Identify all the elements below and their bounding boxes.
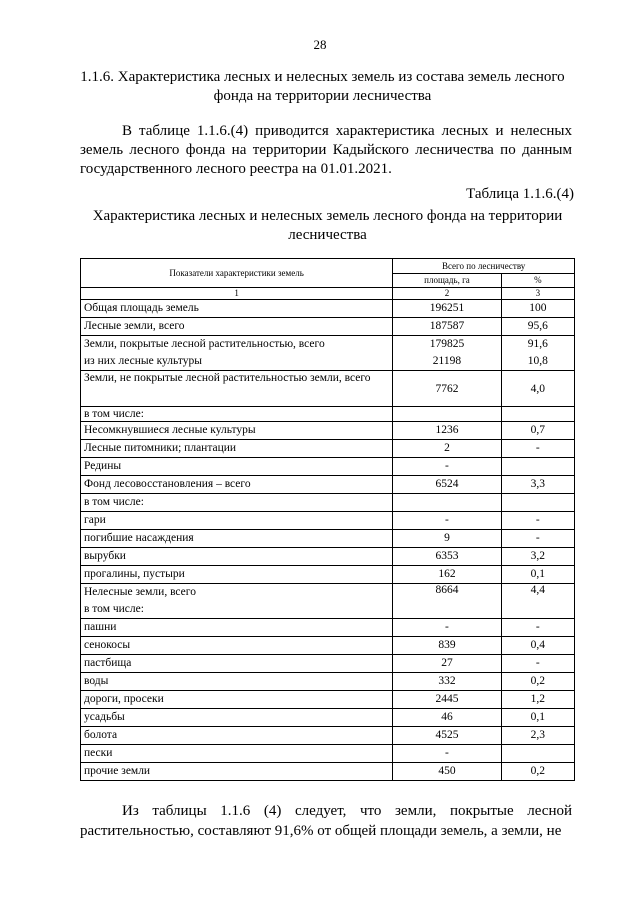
row-area: 6524 [393, 476, 501, 494]
row-area: 4525 [393, 727, 501, 745]
row-percent: 0,4 [501, 637, 574, 655]
intro-paragraph: В таблице 1.1.6.(4) приводится характеристика лесных и нелесных земель лесного фонда на территории Кадыйского лесничества по данным государственного лесного реестра на 01.01.2021. [80, 123, 572, 177]
row-area: 187587 [393, 318, 501, 336]
row-area: 450 [393, 763, 501, 781]
table-row [81, 494, 575, 512]
row-percent: - [501, 655, 574, 673]
table-row [81, 530, 575, 548]
row-label: пашни [81, 619, 393, 637]
row-label: пастбища [81, 655, 393, 673]
table-header-row [81, 259, 575, 274]
row-percent [501, 336, 574, 371]
row-area-line: 179825 [429, 338, 465, 350]
row-area: 7762 [393, 371, 501, 407]
row-area: - [393, 619, 501, 637]
table-row [81, 727, 575, 745]
row-label: Лесные питомники; плантации [81, 440, 393, 458]
row-area: - [393, 458, 501, 476]
table-row [81, 407, 575, 422]
row-label-line: Нелесные земли, всего [84, 586, 196, 598]
row-area: 839 [393, 637, 501, 655]
table-row [81, 745, 575, 763]
row-label [81, 584, 393, 619]
row-label: Фонд лесовосстановления – всего [81, 476, 393, 494]
header-percent: % [501, 273, 574, 288]
row-percent: 3,3 [501, 476, 574, 494]
row-percent: 2,3 [501, 727, 574, 745]
header-indicator: Показатели характеристики земель [81, 259, 393, 288]
row-percent-line: 10,8 [527, 355, 548, 367]
row-label: Общая площадь земель [81, 300, 393, 318]
row-percent: 0,1 [501, 709, 574, 727]
table-caption: Характеристика лесных и нелесных земель лесного фонда на территории лесничества [92, 208, 563, 243]
table-row [81, 548, 575, 566]
row-label: в том числе: [81, 494, 393, 512]
column-number: 1 [81, 288, 393, 300]
page-number: 28 [313, 37, 327, 52]
row-label: прочие земли [81, 763, 393, 781]
row-percent [501, 407, 574, 422]
row-percent: 4,4 [501, 584, 574, 619]
row-area: 8664 [393, 584, 501, 619]
row-percent-line: 91,6 [527, 338, 548, 350]
row-area: 1236 [393, 422, 501, 440]
row-label: Земли, не покрытые лесной растительностью земли, всего [81, 371, 393, 407]
table-row [81, 440, 575, 458]
conclusion-paragraph: Из таблицы 1.1.6 (4) следует, что земли, покрытые лесной растительностью, составляют 91,6% от общей площади земель, а земли, не [80, 803, 572, 839]
row-label: гари [81, 512, 393, 530]
row-label [81, 336, 393, 371]
table-row [81, 619, 575, 637]
row-area-line: 21198 [432, 355, 462, 367]
table-label: Таблица 1.1.6.(4) [466, 186, 574, 202]
row-percent [501, 458, 574, 476]
row-percent: 3,2 [501, 548, 574, 566]
column-number: 3 [501, 288, 574, 300]
row-percent: - [501, 440, 574, 458]
row-label: дороги, просеки [81, 691, 393, 709]
row-percent: - [501, 512, 574, 530]
row-area: 162 [393, 566, 501, 584]
row-label: прогалины, пустыри [81, 566, 393, 584]
row-label-line: Земли, покрытые лесной растительностью, всего [84, 338, 325, 350]
row-percent: 0,2 [501, 763, 574, 781]
header-total: Всего по лесничеству [393, 259, 575, 274]
row-percent [501, 745, 574, 763]
land-characteristics-table [80, 258, 575, 781]
table-row [81, 458, 575, 476]
table-row [81, 512, 575, 530]
column-number: 2 [393, 288, 501, 300]
row-label: болота [81, 727, 393, 745]
table-row [81, 336, 575, 371]
row-label: воды [81, 673, 393, 691]
table-row [81, 655, 575, 673]
row-label: Несомкнувшиеся лесные культуры [81, 422, 393, 440]
table-row [81, 637, 575, 655]
row-label: пески [81, 745, 393, 763]
row-area: 196251 [393, 300, 501, 318]
row-percent: 0,1 [501, 566, 574, 584]
table-row [81, 476, 575, 494]
row-area: 2 [393, 440, 501, 458]
row-area [393, 494, 501, 512]
column-number-row [81, 288, 575, 300]
row-label: Редины [81, 458, 393, 476]
row-percent: 4,0 [501, 371, 574, 407]
row-label-line: из них лесные культуры [84, 355, 202, 367]
table-row [81, 673, 575, 691]
table-row [81, 709, 575, 727]
row-area: 46 [393, 709, 501, 727]
row-area: - [393, 512, 501, 530]
table-row [81, 318, 575, 336]
row-area: 6353 [393, 548, 501, 566]
row-label: сенокосы [81, 637, 393, 655]
row-label: погибшие насаждения [81, 530, 393, 548]
row-area: 27 [393, 655, 501, 673]
table-row [81, 691, 575, 709]
row-percent: 95,6 [501, 318, 574, 336]
row-area: 9 [393, 530, 501, 548]
row-label: в том числе: [81, 407, 393, 422]
row-label: Лесные земли, всего [81, 318, 393, 336]
row-area: 332 [393, 673, 501, 691]
row-label-line: в том числе: [84, 603, 144, 615]
table-row [81, 584, 575, 619]
row-percent: - [501, 619, 574, 637]
row-percent: 100 [501, 300, 574, 318]
table-row [81, 371, 575, 407]
row-percent: 1,2 [501, 691, 574, 709]
section-title: 1.1.6. Характеристика лесных и нелесных земель из состава земель лесного фонда на территории лесничества [80, 69, 565, 104]
row-area: - [393, 745, 501, 763]
row-area [393, 336, 501, 371]
header-area: площадь, га [393, 273, 501, 288]
row-area: 2445 [393, 691, 501, 709]
row-percent: - [501, 530, 574, 548]
table-row [81, 566, 575, 584]
table-row [81, 300, 575, 318]
row-label: вырубки [81, 548, 393, 566]
table-row [81, 763, 575, 781]
row-percent: 0,2 [501, 673, 574, 691]
row-percent: 0,7 [501, 422, 574, 440]
row-area [393, 407, 501, 422]
table-row [81, 422, 575, 440]
row-label: усадьбы [81, 709, 393, 727]
row-percent [501, 494, 574, 512]
